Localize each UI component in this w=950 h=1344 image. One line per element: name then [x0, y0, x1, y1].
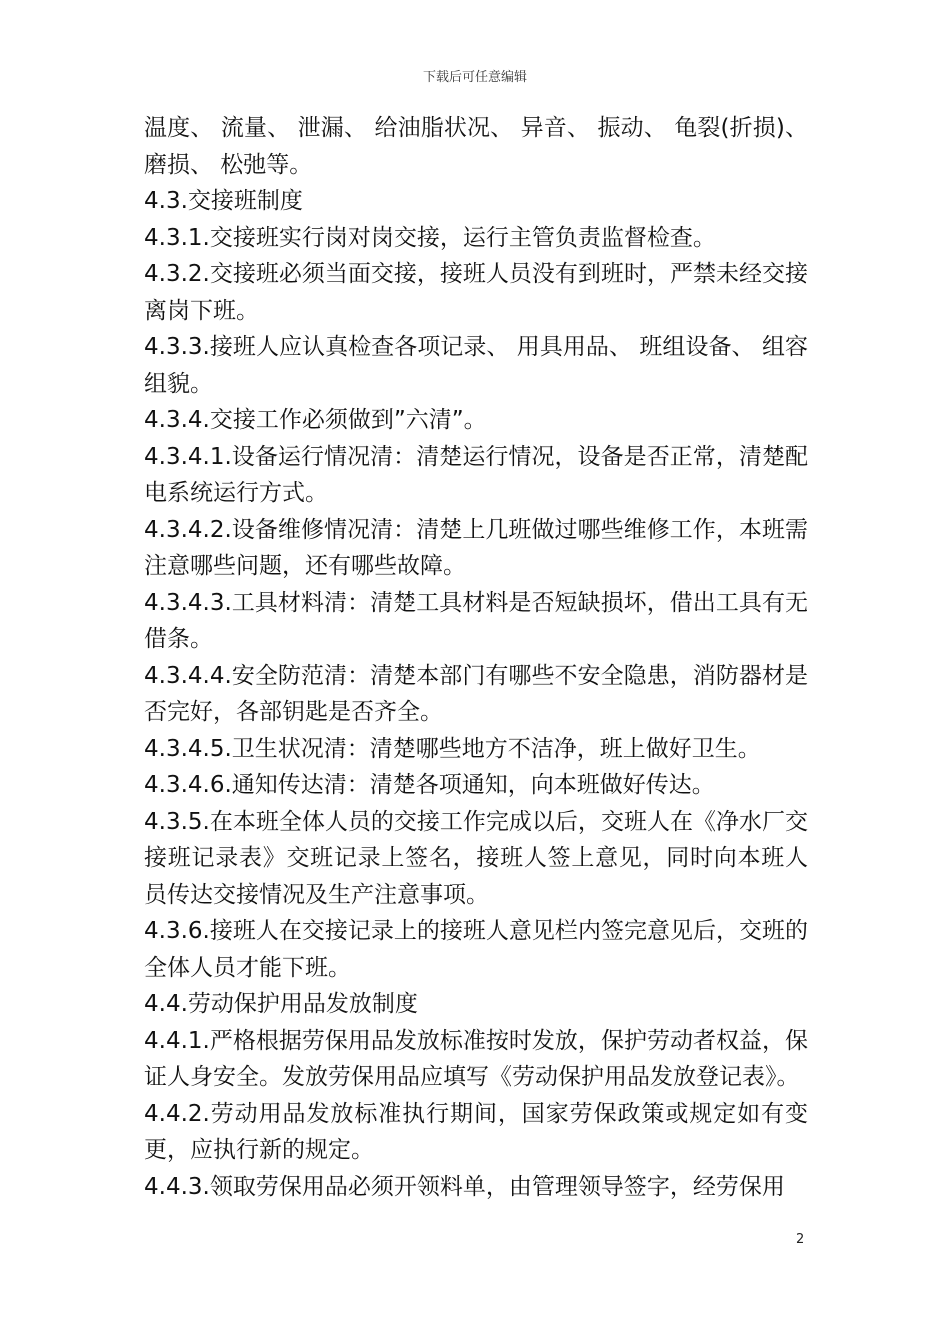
- paragraph-inspection-items: 温度、 流量、 泄漏、 给油脂状况、 异音、 振动、 龟裂(折损)、 磨损、 松弛等。: [144, 115, 808, 178]
- paragraph-4-3-5: 4.3.5.在本班全体人员的交接工作完成以后，交班人在《净水厂交接班记录表》交班记录上签名，接班人签上意见，同时向本班人员传达交接情况及生产注意事项。: [144, 808, 808, 908]
- paragraph-4-3-4-1: 4.3.4.1.设备运行情况清：清楚运行情况，设备是否正常，清楚配电系统运行方式。: [144, 443, 808, 506]
- paragraph-4-4-3: 4.4.3.领取劳保用品必须开领料单，由管理领导签字，经劳保用: [144, 1173, 785, 1200]
- paragraph-4-3-4-4: 4.3.4.4.安全防范清：清楚本部门有哪些不安全隐患，消防器材是否完好，各部钥匙是否齐全。: [144, 662, 808, 725]
- section-heading-shift-handover: 4.3.交接班制度: [144, 188, 303, 214]
- paragraph-4-3-6: 4.3.6.接班人在交接记录上的接班人意见栏内签完意见后，交班的全体人员才能下班。: [144, 918, 808, 981]
- paragraph-4-3-4-6: 4.3.4.6.通知传达清：清楚各项通知，向本班做好传达。: [144, 772, 715, 798]
- page-header: 下载后可任意编辑: [422, 70, 527, 85]
- paragraph-4-3-1: 4.3.1.交接班实行岗对岗交接，运行主管负责监督检查。: [144, 224, 716, 251]
- paragraph-4-3-4: 4.3.4.交接工作必须做到”六清”。: [144, 407, 487, 433]
- paragraph-4-4-2: 4.4.2.劳动用品发放标准执行期间，国家劳保政策或规定如有变更，应执行新的规定。: [144, 1100, 808, 1163]
- page-number: 2: [796, 1232, 805, 1247]
- document-body: [144, 110, 808, 1205]
- section-heading-protective-equipment: 4.4.劳动保护用品发放制度: [144, 991, 418, 1017]
- paragraph-4-4-1: 4.4.1.严格根据劳保用品发放标准按时发放，保护劳动者权益，保证人身安全。发放劳保用品应填写《劳动保护用品发放登记表》。: [144, 1027, 808, 1090]
- paragraph-4-3-4-2: 4.3.4.2.设备维修情况清：清楚上几班做过哪些维修工作，本班需注意哪些问题，还有哪些故障。: [144, 516, 808, 579]
- paragraph-4-3-3: 4.3.3.接班人应认真检查各项记录、 用具用品、 班组设备、 组容组貌。: [144, 334, 808, 397]
- paragraph-4-3-2: 4.3.2.交接班必须当面交接，接班人员没有到班时，严禁未经交接离岗下班。: [144, 261, 808, 324]
- paragraph-4-3-4-5: 4.3.4.5.卫生状况清：清楚哪些地方不洁净，班上做好卫生。: [144, 735, 761, 762]
- paragraph-4-3-4-3: 4.3.4.3.工具材料清：清楚工具材料是否短缺损坏，借出工具有无借条。: [144, 589, 808, 652]
